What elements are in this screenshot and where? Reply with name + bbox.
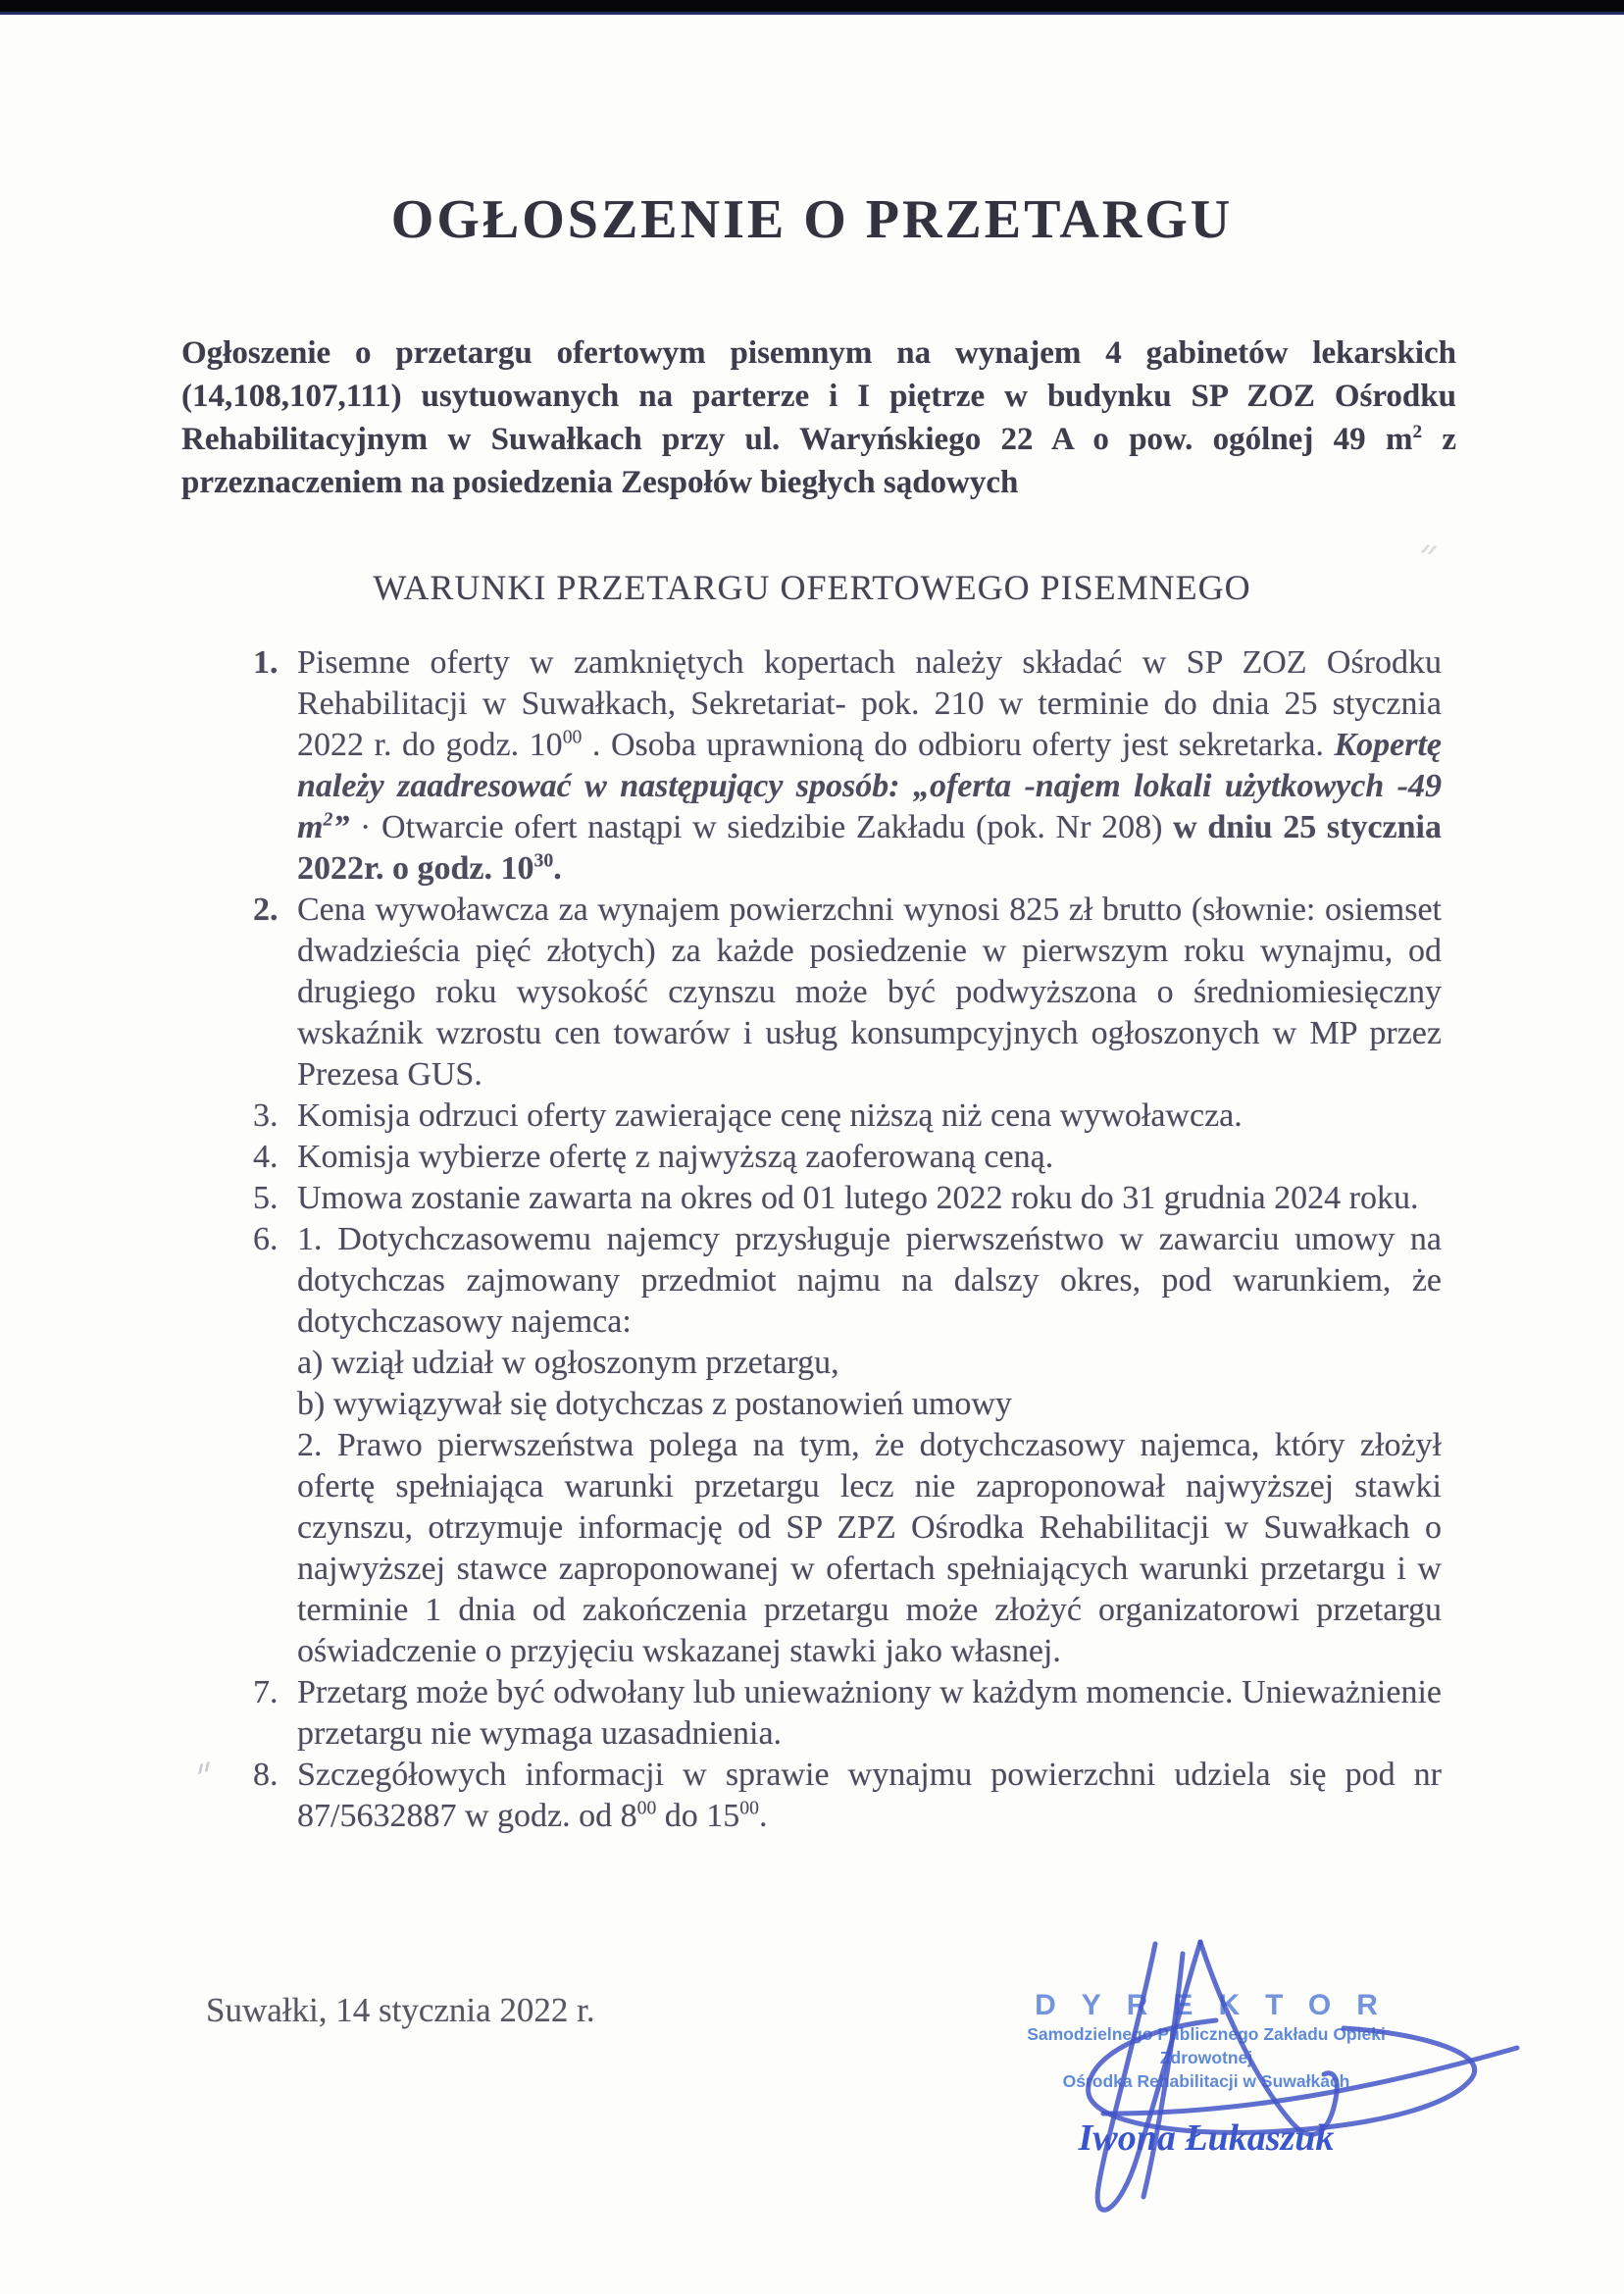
condition-item-7: [253, 1672, 1442, 1755]
item-number: 2.: [253, 892, 279, 928]
item8-superscript: 00: [739, 1797, 759, 1819]
item1-run-bold: w dniu 25 stycznia 2022r. o godz. 10: [297, 809, 1442, 887]
item1-superscript: 2: [323, 808, 333, 831]
item6-subitem-b: b) wywiązywał się dotychczas z postanowień umowy: [297, 1386, 1012, 1422]
item1-run-normal: · Otwarcie ofert nastąpi w siedzibie Zakładu (pok. Nr 208): [349, 809, 1174, 845]
item1-run-normal: Pisemne oferty w zamkniętych kopertach należy składać w SP ZOZ Ośrodku Rehabilitacji w Suwałkach, Sekretariat- pok. 210 w terminie do dnia 25 stycznia 2022 r. do godz. 10: [297, 644, 1442, 763]
conditions-list: [253, 642, 1442, 1837]
condition-item-3: [253, 1096, 1442, 1137]
scan-edge-bar: [0, 0, 1624, 15]
item8-run-normal: Szczegółowych informacji w sprawie wynajmu powierzchni udziela się pod nr 87/5632887 w godz. od 8: [297, 1757, 1442, 1834]
item1-run-bold-italic: ”: [332, 809, 350, 845]
item6-subitem-a: a) wziął udział w ogłoszonym przetargu,: [297, 1345, 839, 1381]
item-text: Przetarg może być odwołany lub unieważniony w każdym momencie. Unieważnienie przetargu nie wymaga uzasadnienia.: [297, 1674, 1442, 1752]
item1-run-normal: . Osoba uprawnioną do odbioru oferty jest sekretarka.: [582, 727, 1335, 763]
condition-item-5: [253, 1178, 1442, 1219]
item6-paragraph-2: 2. Prawo pierwszeństwa polega na tym, że dotychczasowy najemca, który złożył ofertę spełniająca warunki przetargu lecz nie zaproponował najwyższej stawki czynszu, otrzymuje informację od SP ZPZ Ośrodka Rehabilitacji w Suwałkach o najwyższej stawce zaproponowanej w ofertach spełniających warunki przetargu i w terminie 1 dnia od zakończenia przetargu może złożyć organizatorowi przetargu oświadczenie o przyjęciu wskazanej stawki jako własnej.: [297, 1427, 1442, 1669]
condition-item-2: [253, 890, 1442, 1096]
item1-run-bold-italic: Kopertę należy zaadresować w następujący sposób: „oferta -najem lokali użytkowych -49 m: [297, 727, 1442, 845]
intro-text-after: z przeznaczeniem na posiedzenia Zespołów biegłych sądowych: [181, 422, 1456, 500]
item8-superscript: 00: [636, 1797, 657, 1819]
condition-item-1: [253, 642, 1442, 890]
item-number: 1.: [253, 644, 279, 681]
intro-text: Ogłoszenie o przetargu ofertowym pisemnym na wynajem 4 gabinetów lekarskich (14,108,107,111) usytuowanych na parterze i I piętrze w budynku SP ZOZ Ośrodku Rehabilitacyjnym w Suwałkach przy ul. Waryńskiego 22 A o pow. ogólnej 49 m: [181, 335, 1456, 457]
item-number: 7.: [253, 1674, 279, 1710]
item8-run-normal: .: [759, 1798, 768, 1834]
item6-paragraph-1: 1. Dotychczasowemu najemcy przysługuje pierwszeństwo w zawarciu umowy na dotychczas zajmowany przedmiot najmu na dalszy okres, pod warunkiem, że dotychczasowy najemca:: [297, 1221, 1442, 1340]
intro-paragraph: [181, 331, 1456, 504]
section-heading: WARUNKI PRZETARGU OFERTOWEGO PISEMNEGO: [373, 568, 1251, 607]
stamp-line-2: Samodzielnego Publicznego Zakładu Opieki Zdrowotnej: [1027, 2024, 1386, 2067]
item-text: Komisja wybierze ofertę z najwyższą zaoferowaną ceną.: [297, 1139, 1054, 1175]
item1-superscript: 30: [533, 849, 554, 872]
item1-run-bold: .: [553, 850, 562, 887]
item-text: Komisja odrzuci oferty zawierające cenę niższą niż cena wywoławcza.: [297, 1097, 1243, 1134]
item8-run-normal: do 15: [656, 1798, 740, 1834]
scan-artifact: [198, 1760, 216, 1774]
item1-superscript: 00: [562, 726, 583, 748]
place-and-date: Suwałki, 14 stycznia 2022 r.: [206, 1991, 595, 2029]
stamp-title: DYREKTOR: [1035, 1989, 1403, 2021]
item-number: 6.: [253, 1221, 279, 1257]
stamp-signatory-name: Iwona Łukaszuk: [1078, 2117, 1335, 2159]
signature-block: [990, 1903, 1579, 2294]
item-number: 4.: [253, 1139, 279, 1175]
condition-item-4: [253, 1137, 1442, 1178]
stamp-line-3: Ośrodka Rehabilitacji w Suwałkach: [1062, 2071, 1350, 2091]
director-stamp: [990, 1989, 1422, 2160]
item-number: 3.: [253, 1097, 279, 1134]
condition-item-6: [253, 1219, 1442, 1672]
page-title: OGŁOSZENIE O PRZETARGU: [390, 189, 1234, 250]
item-text: Cena wywoławcza za wynajem powierzchni wynosi 825 zł brutto (słownie: osiemset dwadzieścia pięć złotych) za każde posiedzenie w pierwszym roku wynajmu, od drugiego roku wysokość czynszu może być podwyższona o średniomiesięczny wskaźnik wzrostu cen towarów i usług konsumpcyjnych ogłoszonych w MP przez Prezesa GUS.: [297, 892, 1442, 1093]
item-text: [297, 1219, 1442, 1672]
item-text: Umowa zostanie zawarta na okres od 01 lutego 2022 roku do 31 grudnia 2024 roku.: [297, 1180, 1419, 1216]
scan-artifact: [1423, 544, 1438, 555]
condition-item-8: [253, 1755, 1442, 1837]
item-text: [297, 1755, 1442, 1837]
intro-superscript: 2: [1412, 422, 1423, 442]
item-number: 5.: [253, 1180, 279, 1216]
item-number: 8.: [253, 1757, 279, 1793]
item-text: [297, 642, 1442, 890]
